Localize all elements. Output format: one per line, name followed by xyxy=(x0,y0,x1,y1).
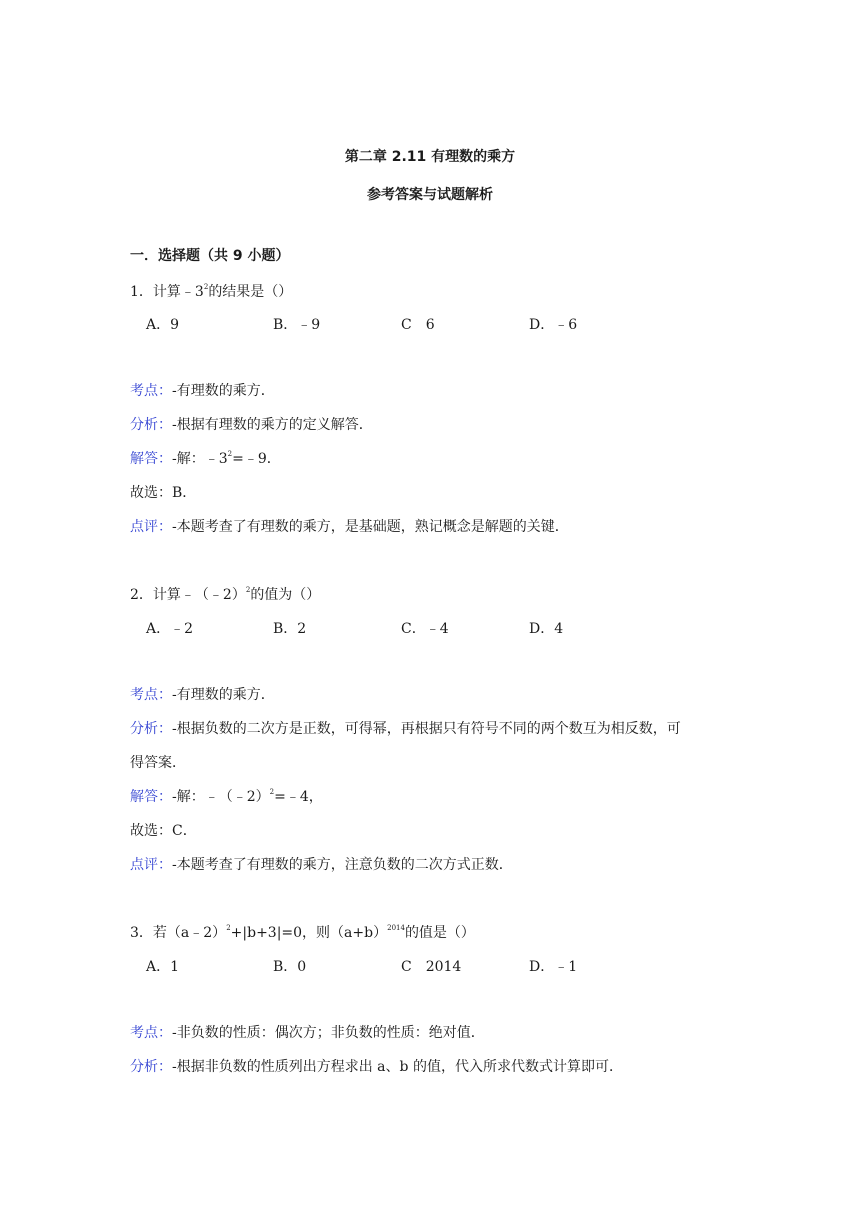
dianping-text: -本题考查了有理数的乘方，是基础题，熟记概念是解题的关键． xyxy=(172,519,569,535)
q2-fenxi-continued: 得答案． xyxy=(130,755,186,771)
dianping-text: -本题考查了有理数的乘方，注意负数的二次方式正数． xyxy=(172,857,513,873)
stem-text: 的值是（） xyxy=(404,925,475,941)
q1-fenxi xyxy=(130,415,373,435)
kaodian-text: -有理数的乘方． xyxy=(172,383,275,399)
option-c: C．﹣4 xyxy=(401,621,449,637)
q2-jieda xyxy=(130,787,323,807)
stem-text: 若（a﹣2） xyxy=(152,925,227,941)
exponent: 2 xyxy=(269,788,275,796)
fenxi-text: -根据负数的二次方是正数，可得幂，再根据只有符号不同的两个数互为相反数，可 xyxy=(172,721,681,737)
option-b: B．﹣9 xyxy=(273,317,321,333)
jieda-text: =﹣4， xyxy=(274,789,323,805)
q2-kaodian xyxy=(130,685,275,705)
fenxi-text: -根据有理数的乘方的定义解答． xyxy=(172,417,373,433)
q1-kaodian xyxy=(130,381,275,401)
question-number: 1． xyxy=(130,284,153,300)
exponent: 2 xyxy=(203,283,209,291)
q1-dianping xyxy=(130,517,569,537)
fenxi-text: -根据非负数的性质列出方程求出 a、b 的值，代入所求代数式计算即可． xyxy=(172,1059,623,1075)
option-a: A．﹣2 xyxy=(146,621,194,637)
q1-jieda xyxy=(130,449,281,469)
exponent: 2 xyxy=(245,586,251,594)
fenxi-label: 分析： xyxy=(130,1059,172,1075)
exponent: 2014 xyxy=(387,924,405,932)
question-number: 2． xyxy=(130,587,153,603)
kaodian-text: -非负数的性质：偶次方；非负数的性质：绝对值． xyxy=(172,1025,485,1041)
option-c: C 2014 xyxy=(401,959,462,975)
q2-dianping xyxy=(130,855,513,875)
option-a: A．1 xyxy=(146,959,180,975)
q3-kaodian xyxy=(130,1023,485,1043)
exponent: 2 xyxy=(227,450,233,458)
stem-text: 的结果是（） xyxy=(208,284,293,300)
kaodian-label: 考点： xyxy=(130,687,172,703)
kaodian-label: 考点： xyxy=(130,383,172,399)
document-subtitle: 参考答案与试题解析 xyxy=(367,187,493,203)
jieda-label: 解答： xyxy=(130,789,172,805)
stem-text: 计算﹣3 xyxy=(152,284,204,300)
option-b: B．0 xyxy=(273,959,307,975)
exponent: 2 xyxy=(226,924,231,932)
stem-text: 计算﹣（﹣2） xyxy=(152,587,246,603)
question-2-stem xyxy=(130,585,320,605)
option-c: C 6 xyxy=(401,317,435,333)
fenxi-label: 分析： xyxy=(130,417,172,433)
question-3-stem xyxy=(130,923,475,943)
q2-answer-choice: 故选：C． xyxy=(130,823,197,839)
question-1-stem xyxy=(130,282,292,302)
section-heading: 一．选择题（共 9 小题） xyxy=(130,248,290,264)
kaodian-label: 考点： xyxy=(130,1025,172,1041)
dianping-label: 点评： xyxy=(130,857,172,873)
jieda-text: -解：﹣（﹣2） xyxy=(172,789,270,805)
question-number: 3． xyxy=(130,925,153,941)
option-d: D．4 xyxy=(529,621,564,637)
option-d: D．﹣1 xyxy=(529,959,578,975)
jieda-text: -解：﹣3 xyxy=(172,451,228,467)
kaodian-text: -有理数的乘方． xyxy=(172,687,275,703)
q3-fenxi xyxy=(130,1057,623,1077)
option-b: B．2 xyxy=(273,621,307,637)
q1-answer-choice: 故选：B． xyxy=(130,485,197,501)
stem-text: +|b+3|=0，则（a+b） xyxy=(230,925,388,941)
document-title: 第二章 2.11 有理数的乘方 xyxy=(344,149,516,165)
option-d: D．﹣6 xyxy=(529,317,578,333)
q2-fenxi xyxy=(130,719,681,739)
dianping-label: 点评： xyxy=(130,519,172,535)
fenxi-label: 分析： xyxy=(130,721,172,737)
jieda-label: 解答： xyxy=(130,451,172,467)
jieda-text: =﹣9． xyxy=(232,451,281,467)
option-a: A．9 xyxy=(146,317,180,333)
stem-text: 的值为（） xyxy=(250,587,321,603)
